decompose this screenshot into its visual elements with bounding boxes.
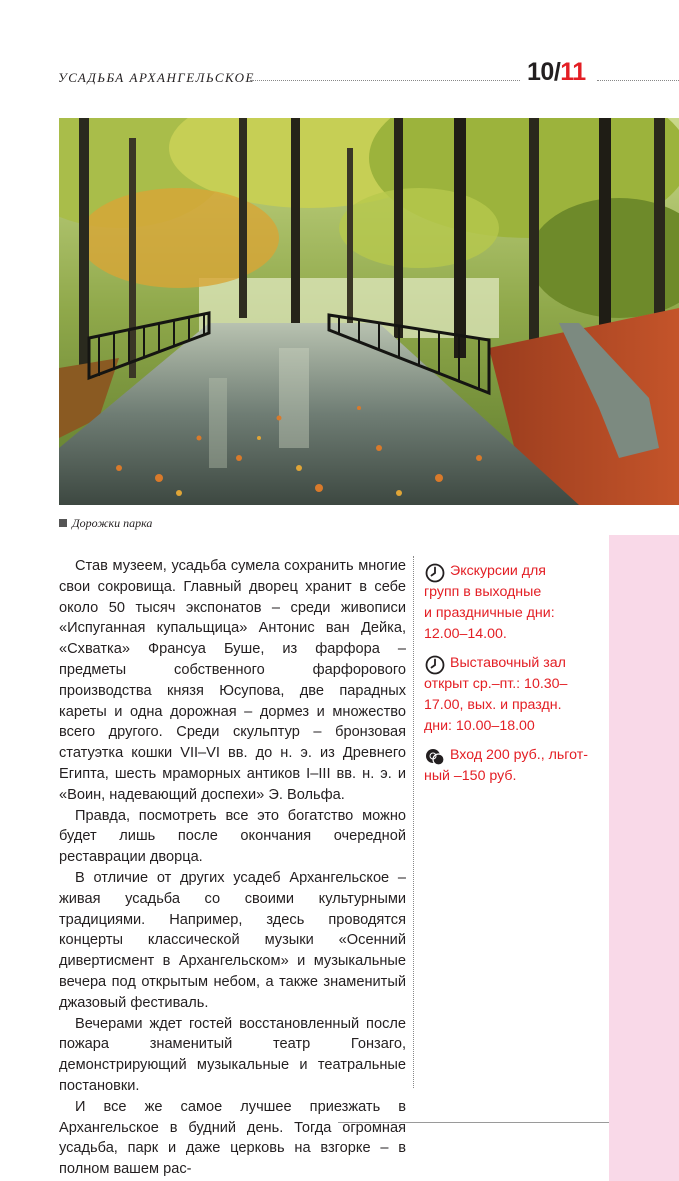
clock-icon	[425, 563, 445, 583]
article-paragraph: И все же самое лучшее приезжать в Архангельское в будний день. Тогда огромная усадьба, парк и даже церковь на взгорке – в полном вашем рас-	[59, 1098, 406, 1178]
exhibition-line: Выставочный зал	[450, 655, 566, 671]
park-path-photo	[59, 118, 679, 505]
page-number-separator: /	[553, 58, 561, 86]
page-number-right: 11	[560, 58, 586, 86]
article-paragraph: Став музеем, усадьба сумела сохранить многие свои сокровища. Главный дворец хранит в себе около 50 тысяч экспонатов – среди живописи «Испуганная купальщица» Антонис ван Дейка, «Схватка» Франсуа Буше, из фарфора – предметы собственного фарфорового производства князя Юсупова, две парадных кареты и одна дорожная – дормез и множество всего другого. Среди скульптур – бронзовая статуэтка кошки VII–VI вв. до н. э. из Древнего Египта, шесть мраморных антиков I–III вв. н. э. и «Воин, надевающий доспехи» Э. Вольфа.	[59, 558, 406, 803]
excursions-line: групп в выходные	[424, 584, 542, 600]
article-paragraph: Правда, посмотреть все это богатство можно будет лишь после окончания очередной реставрации дворца.	[59, 807, 406, 866]
caption-marker	[59, 519, 67, 527]
exhibition-info	[424, 653, 606, 737]
article-body	[59, 556, 406, 1180]
entrance-line: ный –150 руб.	[424, 768, 517, 784]
header-rule	[250, 80, 520, 81]
page-number-left: 10	[527, 58, 554, 86]
excursions-line: и праздничные дни:	[424, 605, 555, 621]
photo-caption	[59, 516, 152, 531]
article-paragraph: Вечерами ждет гостей восстановленный после пожара знаменитый театр Гонзаго, демонстрирующий музыкальные и театральные постановки.	[59, 1015, 406, 1094]
excursions-line: 12.00–14.00.	[424, 626, 507, 642]
clock-icon	[425, 655, 445, 675]
excursions-line: Экскурсии для	[450, 563, 546, 579]
entrance-info	[424, 745, 606, 787]
article-paragraph: В отличие от других усадеб Архангельское – живая усадьба со своими культурными традициями. Например, здесь проводятся концерты классической музыки «Осенний дивертисмент в Архангельском» и музыкальные вечера под открытым небом, а также знаменитый джазовый фестиваль.	[59, 869, 406, 1011]
photo-caption-text: Дорожки парка	[72, 516, 153, 530]
column-divider	[413, 556, 414, 1088]
exhibition-line: 17.00, вых. и праздн.	[424, 697, 562, 713]
page-number	[527, 58, 586, 87]
coins-icon	[425, 747, 445, 767]
entrance-line: Вход 200 руб., льгот-	[450, 747, 588, 763]
excursions-info	[424, 561, 606, 645]
exhibition-line: дни: 10.00–18.00	[424, 718, 535, 734]
sidebar-pink-band	[609, 535, 679, 1181]
park-path-illustration	[59, 118, 679, 505]
bottom-rule	[338, 1122, 609, 1123]
section-title: УСАДЬБА АРХАНГЕЛЬСКОЕ	[58, 70, 255, 85]
info-sidebar	[424, 561, 606, 795]
exhibition-line: открыт ср.–пт.: 10.30–	[424, 676, 568, 692]
header-rule-right	[597, 80, 679, 81]
